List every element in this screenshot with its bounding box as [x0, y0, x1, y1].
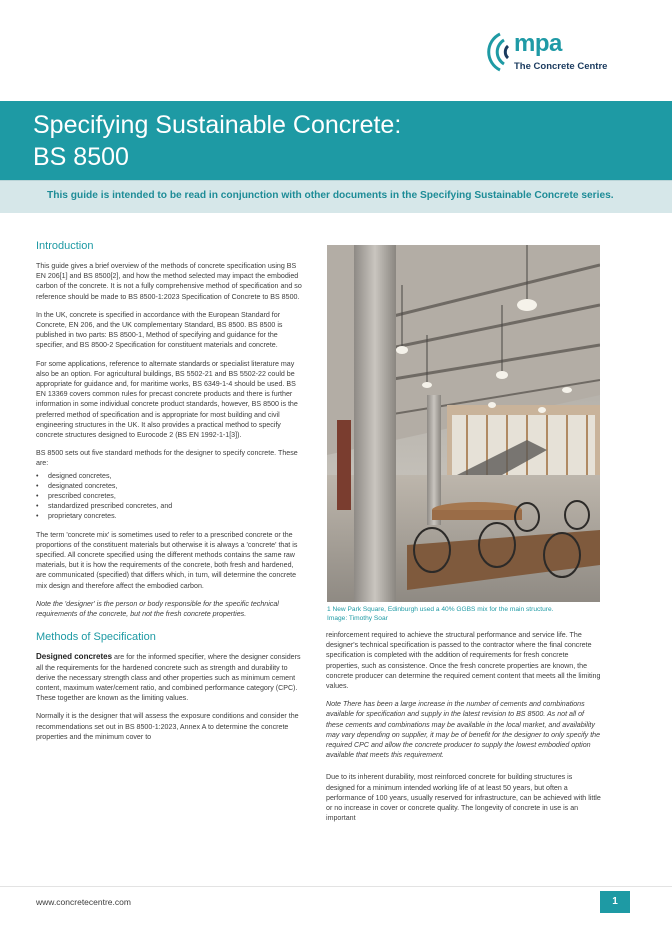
intro-paragraph-2: In the UK, concrete is specified in accordance with the European Standard for Concrete, EN 206, and the UK complementary Standard, BS 8500. BS 8500 is published in two parts: BS 8500-1, Method of specifying and guidance for the specifier, and BS 8500-2 Specification for constituent materials and concrete. [36, 310, 283, 350]
mpa-arc-icon [470, 28, 514, 74]
title-band [0, 101, 672, 180]
intro-paragraph-5: The term 'concrete mix' is sometimes used to refer to a prescribed concrete or the proportions of the constituent materials but otherwise it is always a 'concrete' that is specified. All concrete specified using the different methods contains the same raw materials, but it is how the requirements of the concrete, both fresh and hardened, are communicated (specified) that differs which, in turn, will determine the concrete mix design and therefore affect the embodied carbon. [36, 530, 298, 590]
photo-illustration [327, 245, 600, 602]
page-title-line1: Specifying Sustainable Concrete: [33, 111, 402, 139]
photo-caption-line1: 1 New Park Square, Edinburgh used a 40% GGBS mix for the main structure. [327, 606, 554, 613]
page-number: 1 [600, 891, 630, 913]
footer-divider [0, 886, 672, 887]
intro-banner [0, 180, 672, 213]
footer-url-link[interactable]: www.concretecentre.com [36, 897, 131, 907]
list-item: • standardized prescribed concretes, and [36, 501, 304, 511]
list-item: • prescribed concretes, [36, 491, 304, 501]
photo-caption-line2: Image: Timothy Soar [327, 615, 388, 622]
list-item: • designated concretes, [36, 481, 304, 491]
right-paragraph-2: Due to its inherent durability, most reinforced concrete for building structures is designed for a minimum intended working life of at least 50 years, but often a performance of 100 years, usually reserved for infrastructure, can be achieved with little or no increase in cover or concrete quality. The longevity of concrete in use is an important [326, 773, 601, 823]
logo-subtitle: The Concrete Centre [514, 61, 608, 72]
left-column [36, 240, 304, 750]
intro-paragraph-4: BS 8500 sets out five standard methods for the designer to specify concrete. These are: [36, 449, 298, 468]
list-item: • proprietary concretes. [36, 511, 304, 521]
building-interior-photo [327, 245, 600, 602]
right-paragraph-1: reinforcement required to achieve the structural performance and service life. The designer's technical specification is passed to the contractor where the final concrete specification is completed with the addition of requirements for fresh concrete properties, such as consistence. Once the fresh concrete properties are known, the concrete producer can determine the required cement content that meets all the limiting values. [326, 631, 601, 691]
methods-paragraph-1 [36, 652, 304, 703]
methods-heading: Methods of Specification [36, 631, 156, 644]
intro-paragraph-1: This guide gives a brief overview of the methods of concrete specification using BS EN 206[1] and BS 8500[2], and how the method selected may impact the embodied carbon of the concrete. It is not a fully comprehensive method of specification and so reference should be made to BS 8500-1:2023 Specification of Concrete to BS 8500. [36, 262, 302, 301]
logo-name: mpa [514, 30, 562, 57]
intro-banner-text: This guide is intended to be read in conjunction with other documents in the Specifying Sustainable Concrete series. [47, 190, 614, 201]
introduction-heading: Introduction [36, 240, 94, 252]
page-title-line2: BS 8500 [33, 143, 129, 171]
methods-list [36, 471, 304, 522]
photo-caption [327, 605, 607, 623]
right-column [326, 630, 602, 831]
designer-note: Note the 'designer' is the person or body responsible for the specific technical requirements of the concrete, but not the fresh concrete properties. [36, 599, 279, 619]
intro-paragraph-3: For some applications, reference to alternate standards or specialist literature may also be an option. For agricultural buildings, BS 5502-21 and BS 5502-22 could be appropriate for guidance and, for maritime works, BS 6349-1-4 should be used. BS EN 13369 covers common rules for precast concrete products and there is further information in some individual concrete product standards, however, BS 8500 is the preferred method of specification and is appropriate for most building and civil engineering structures in the UK. It also provides a practical method to specify concrete structures designed to Eurocode 2 (BS EN 1992-1-1[3]). [36, 359, 298, 440]
mpa-logo [470, 28, 650, 78]
designed-concretes-term: Designed concretes [36, 652, 113, 662]
methods-paragraph-2: Normally it is the designer that will assess the exposure conditions and consider the recommendations set out in BS 8500-1:2023, Annex A to determine the concrete properties and the minimum cover to [36, 712, 299, 741]
list-item: • designed concretes, [36, 471, 304, 481]
methods-paragraph-1-text: are for the informed specifier, where the designer considers all the requirements for the hardened concrete such as strength and durability to derive the necessary strength class and other properties such as minimum cement content, maximum water/cement ratio, and combined performance category (CPC). These together are known as the limiting values. [36, 653, 301, 703]
cements-note: Note There has been a large increase in the number of cements and combinations available for specification and supply in the latest revision to BS 8500. As not all of these cements and combinations may be available in the local market, and availability may vary depending on supplier, it may be of benefit for the designer to only specify the required CPC and allow the concrete producer to supply the lowest embodied option available that meets this requirement. [326, 700, 601, 760]
